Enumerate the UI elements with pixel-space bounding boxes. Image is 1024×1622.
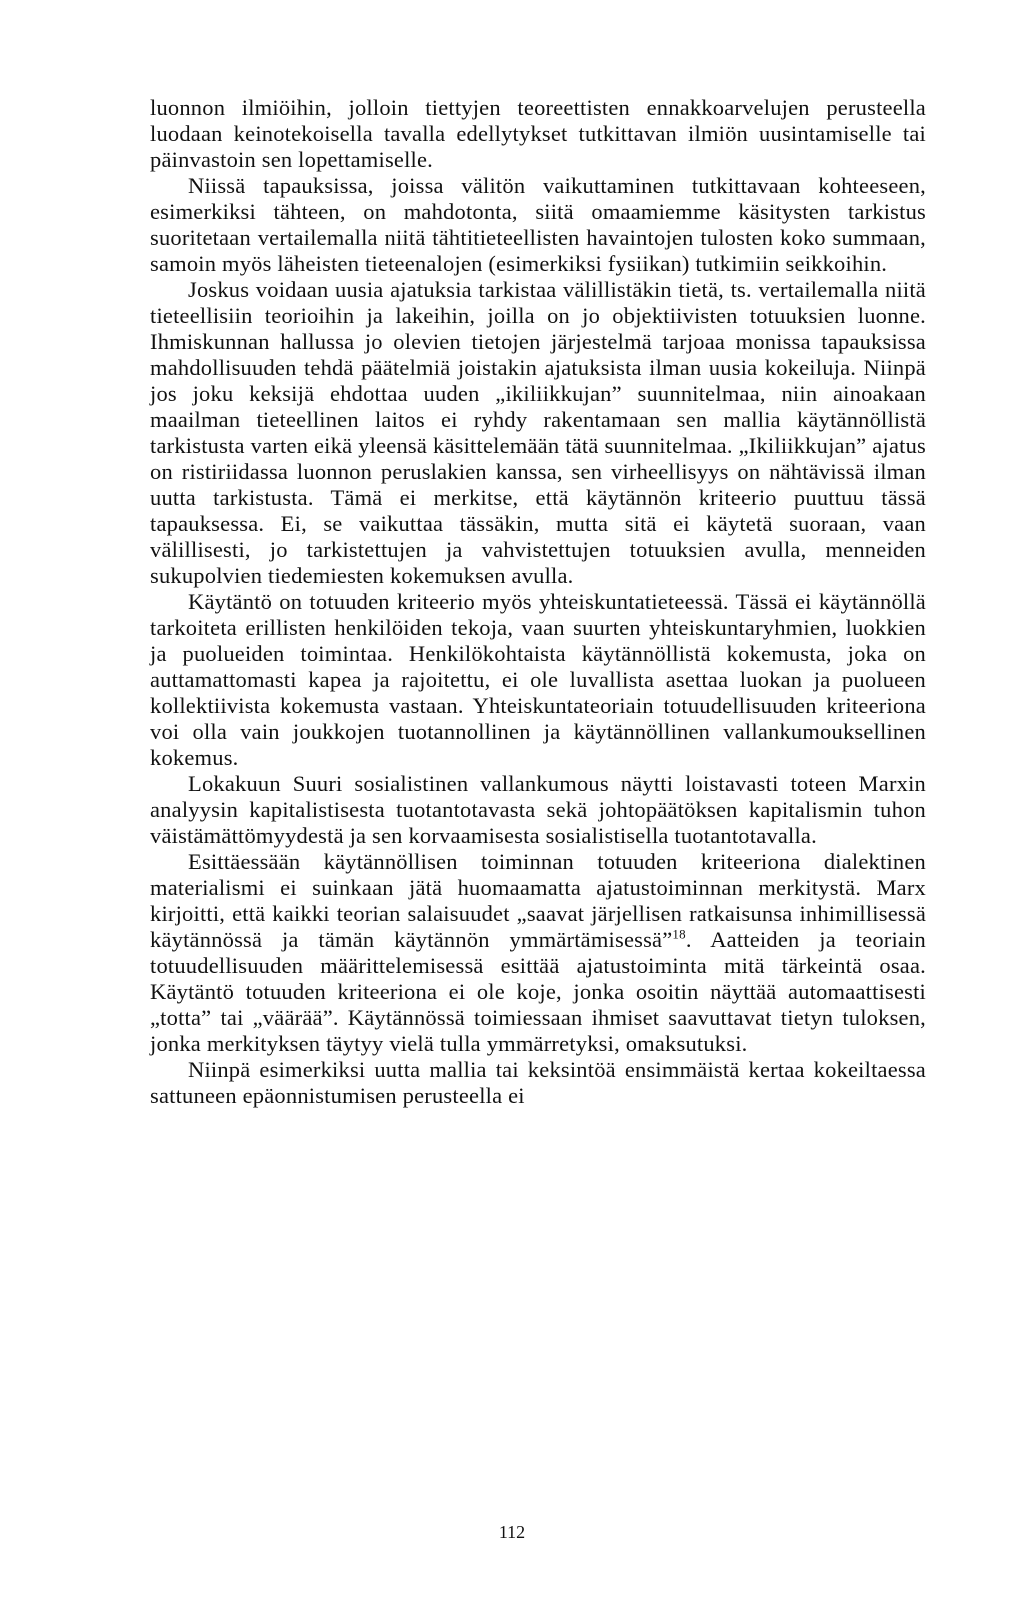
paragraph-5: Lokakuun Suuri sosialistinen vallankumous näytti loistavasti toteen Marxin analyysin kapitalistisesta tuotantotavasta sekä johtopäätöksen kapitalismin tuhon väistämättömyydestä ja sen korvaamisesta sosialistisella tuotantotavalla. [150, 771, 926, 848]
paragraph-2: Niissä tapauksissa, joissa välitön vaikuttaminen tutkittavaan kohteeseen, esimerkiksi tähteen, on mahdotonta, siitä omaamiemme käsitysten tarkistus suoritetaan vertailemalla niitä tähtitieteellisten havaintojen tulosten koko summaan, samoin myös läheisten tieteenalojen (esimerkiksi fysiikan) tutkimiin seikkoihin. [150, 173, 926, 276]
paragraph-6-text-a: Esittäessään käytännöllisen toiminnan totuuden kriteeriona dialektinen materialismi ei suinkaan jätä huomaamatta ajatustoiminnan merkitystä. Marx kirjoitti, että kaikki teorian salaisuudet „saavat järjellisen ratkaisunsa inhimillisessä käytännössä ja tämän käytännön ymmärtämisessä” [150, 849, 926, 952]
paragraph-1: luonnon ilmiöihin, jolloin tiettyjen teoreettisten ennakkoarvelujen perusteella luodaan keinotekoisella tavalla edellytykset tutkittavan ilmiön uusintamiselle tai päinvastoin sen lopettamiselle. [150, 95, 926, 172]
paragraph-6-text-b: . Aatteiden ja teoriain totuudellisuuden määrittelemisessä esittää ajatustoiminta mitä tärkeintä osaa. Käytäntö totuuden kriteeriona ei ole koje, jonka osoitin näyttää automaattisesti „totta” tai „väärää”. Käytännössä toimiessaan ihmiset saavuttavat tietyn tuloksen, jonka merkityksen täytyy vielä tulla ymmärretyksi, omaksutuksi. [150, 927, 926, 1056]
page-body [150, 95, 926, 1109]
page-number: 112 [498, 1522, 526, 1542]
footnote-reference: 18 [672, 926, 686, 942]
paragraph-3: Joskus voidaan uusia ajatuksia tarkistaa välillistäkin tietä, ts. vertailemalla niitä tieteellisiin teorioihin ja lakeihin, joilla on jo objektiivisten totuuksien luonne. Ihmiskunnan hallussa jo olevien tietojen järjestelmä tarjoaa monissa tapauksissa mahdollisuuden tehdä päätelmiä joistakin ajatuksista ilman uusia kokeiluja. Niinpä jos joku keksijä ehdottaa uuden „ikiliikkujan” suunnitelmaa, niin ainoakaan maailman tieteellinen laitos ei ryhdy rakentamaan sen mallia käytännöllistä tarkistusta varten eikä yleensä käsittelemään tätä suunnitelmaa. „Ikiliikkujan” ajatus on ristiriidassa luonnon peruslakien kanssa, sen virheellisyys on nähtävissä ilman uutta tarkistusta. Tämä ei merkitse, että käytännön kriteerio puuttuu tässä tapauksessa. Ei, se vaikuttaa tässäkin, mutta sitä ei käytetä suoraan, vaan välillisesti, jo tarkistettujen ja vahvistettujen totuuksien avulla, menneiden sukupolvien tiedemiesten kokemuksen avulla. [150, 277, 926, 588]
paragraph-4: Käytäntö on totuuden kriteerio myös yhteiskuntatieteessä. Tässä ei käytännöllä tarkoiteta erillisten henkilöiden tekoja, vaan suurten yhteiskuntaryhmien, luokkien ja puolueiden toimintaa. Henkilökohtaista käytännöllistä kokemusta, joka on auttamattomasti kapea ja rajoitettu, ei ole luvallista asettaa luokan ja puolueen kollektiivista kokemusta vastaan. Yhteiskuntateoriain totuudellisuuden kriteeriona voi olla vain joukkojen tuotannollinen ja käytännöllinen vallankumouksellinen kokemus. [150, 589, 926, 770]
paragraph-6 [150, 849, 926, 1057]
paragraph-7: Niinpä esimerkiksi uutta mallia tai keksintöä ensimmäistä kertaa kokeiltaessa sattuneen epäonnistumisen perusteella ei [150, 1057, 926, 1108]
